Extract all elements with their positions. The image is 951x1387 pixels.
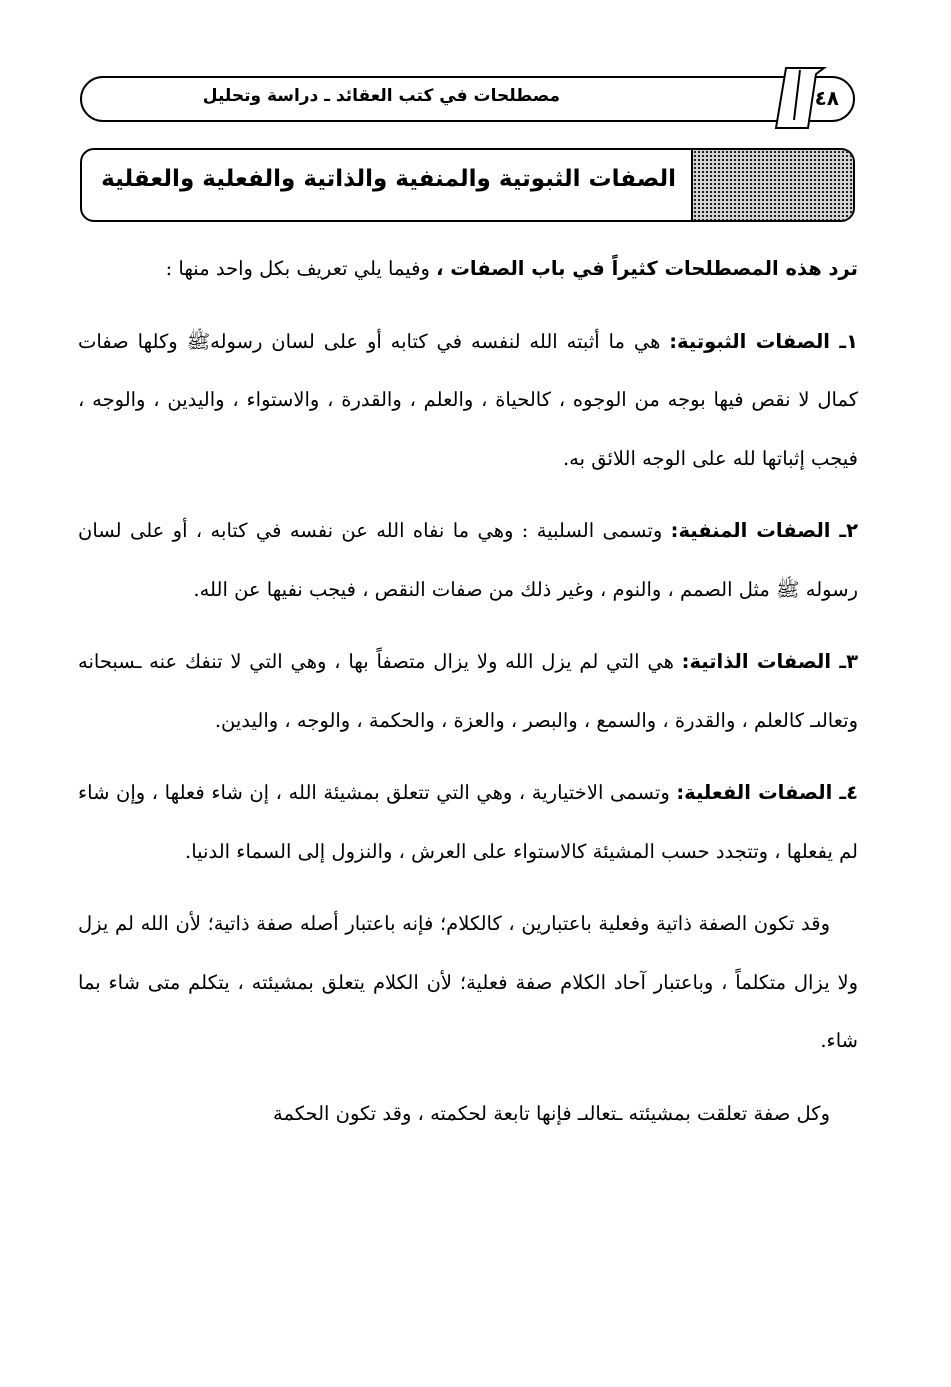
definition-item <box>78 502 858 619</box>
definition-text: وتسمى السلبية : وهي ما نفاه الله عن نفسه في كتابه ، أو على لسان رسوله ﷺ مثل الصمم ، والنوم ، وغير ذلك من صفات النقص ، فيجب نفيها عن الله. <box>78 519 858 601</box>
definition-text: هي ما أثبته الله لنفسه في كتابه أو على لسان رسولهﷺ وكلها صفات كمال لا نقص فيها بوجه من الوجوه ، كالحياة ، والعلم ، والقدرة ، والاستواء ، واليدين ، والوجه ، فيجب إثباتها لله على الوجه اللائق به. <box>78 329 858 470</box>
intro-rest: وفيما يلي تعريف بكل واحد منها : <box>165 257 437 280</box>
section-title: الصفات الثبوتية والمنفية والذاتية والفعلية والعقلية <box>101 166 676 192</box>
definition-item <box>78 633 858 750</box>
section-heading <box>80 148 855 222</box>
page-number: ٤٨ <box>814 86 839 110</box>
definition-text: هي التي لم يزل الله ولا يزال متصفاً بها ، وهي التي لا تنفك عنه ـسبحانه وتعالىـ كالعلم ، والقدرة ، والسمع ، والبصر ، والعزة ، والحكمة ، والوجه ، واليدين. <box>78 650 858 732</box>
running-title: مصطلحات في كتب العقائد ـ دراسة وتحليل <box>202 86 560 106</box>
intro-paragraph <box>78 240 858 299</box>
definition-text: وتسمى الاختيارية ، وهي التي تتعلق بمشيئة الله ، إن شاء فعلها ، وإن شاء لم يفعلها ، وتتجدد حسب المشيئة كالاستواء على العرش ، والنزول إلى السماء الدنيا. <box>78 781 858 863</box>
body-text <box>78 240 858 1157</box>
definition-term: ٤ـ الصفات الفعلية: <box>676 781 859 804</box>
intro-lead: ترد هذه المصطلحات كثيراً في باب الصفات ، <box>436 257 858 280</box>
definition-term: ١ـ الصفات الثبوتية: <box>669 329 859 353</box>
definition-item <box>78 313 858 489</box>
body-paragraph: وقد تكون الصفة ذاتية وفعلية باعتبارين ، كالكلام؛ فإنه باعتبار أصله صفة ذاتية؛ لأن الله لم يزل ولا يزال متكلماً ، وباعتبار آحاد الكلام صفة فعلية؛ لأن الكلام يتعلق بمشيئته ، يتكلم متى شاء بما شاء. <box>78 912 858 1052</box>
definition-term: ٣ـ الصفات الذاتية: <box>681 650 858 673</box>
body-paragraph: وكل صفة تعلقت بمشيئته ـتعالىـ فإنها تابعة لحكمته ، وقد تكون الحكمة <box>272 1101 830 1125</box>
running-header <box>80 76 855 122</box>
page-tab-ornament-icon <box>760 60 840 132</box>
heading-dotted-panel <box>691 150 853 220</box>
definition-term: ٢ـ الصفات المنفية: <box>670 519 858 542</box>
definition-item <box>78 764 858 881</box>
